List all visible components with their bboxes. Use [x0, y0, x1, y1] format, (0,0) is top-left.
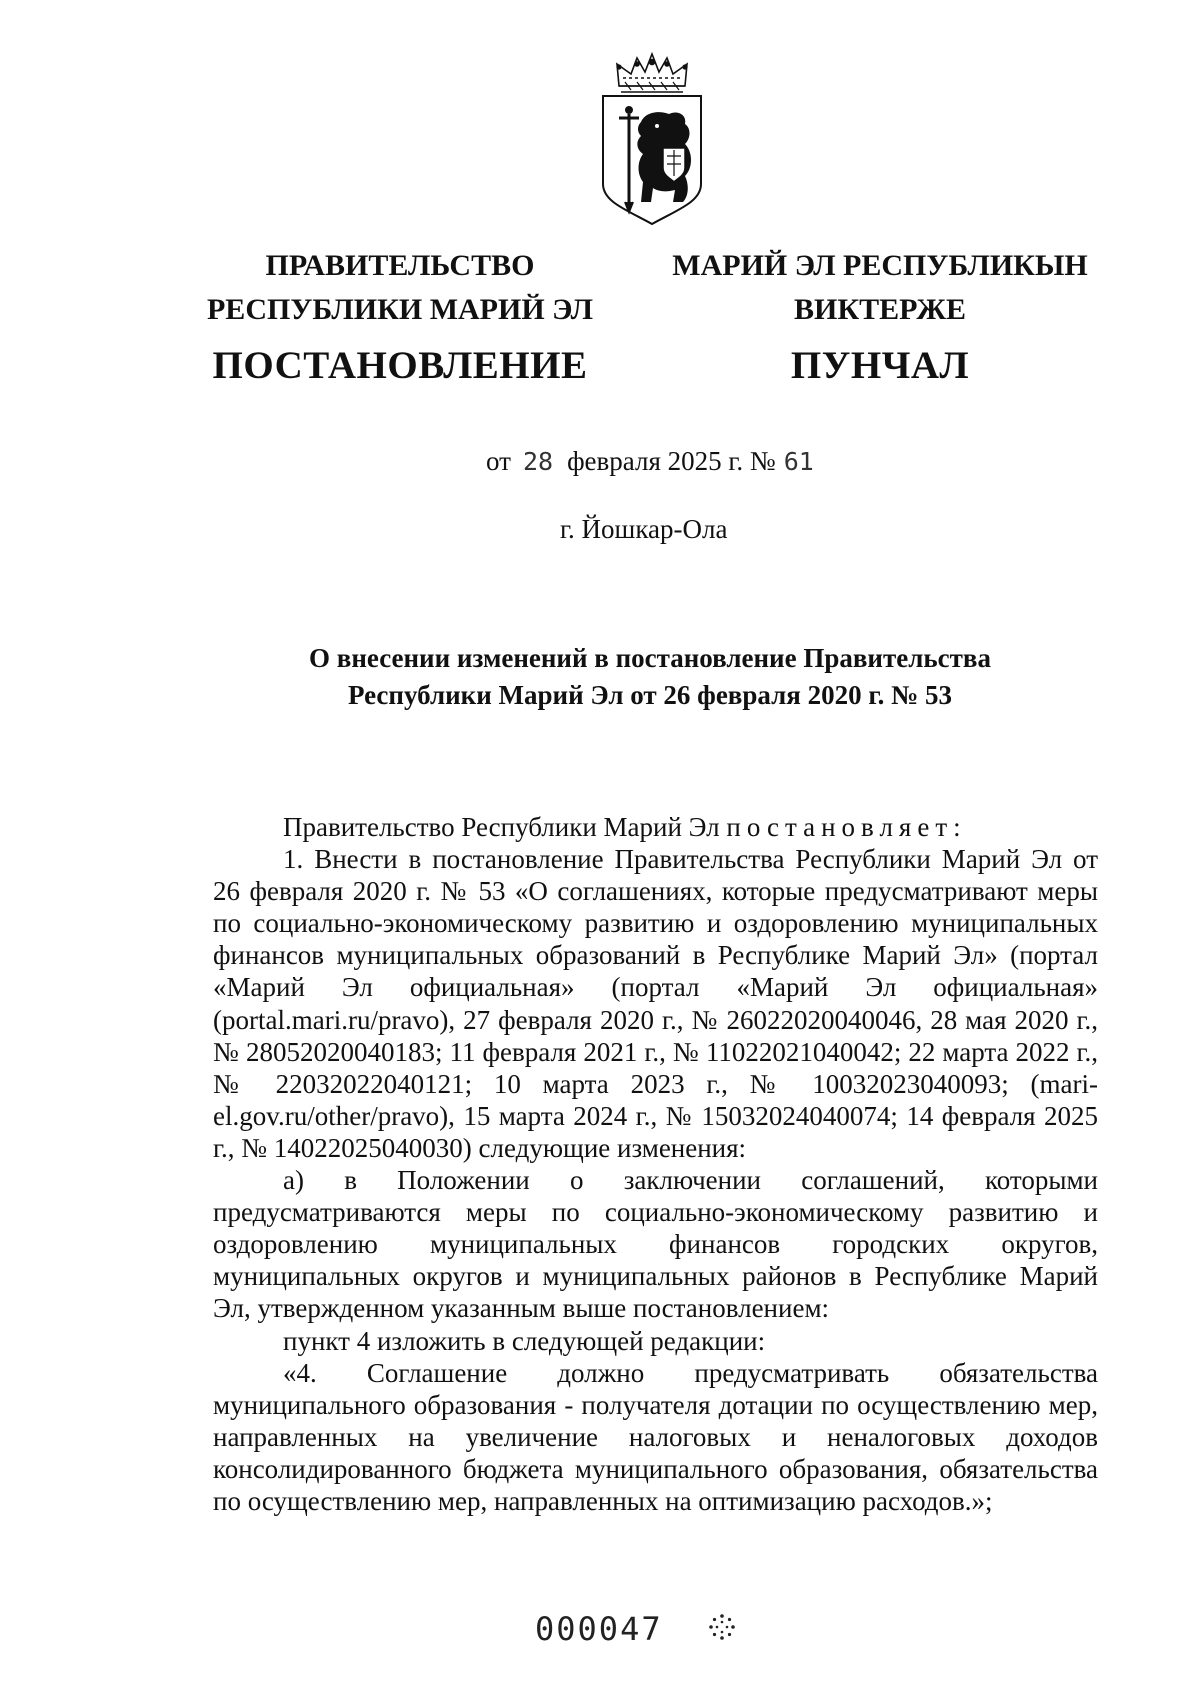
- title-line-1: О внесении изменений в постановление Правительства: [309, 643, 991, 673]
- title-line-2: Республики Марий Эл от 26 февраля 2020 г. № 53: [347, 680, 952, 710]
- paragraph-1: 1. Внести в постановление Правительства Республики Марий Эл от 26 февраля 2020 г. № 53 «О соглашениях, которые предусматривают меры по социально-экономическому развитию и оздоровлению муниципальных финансов муниципальных образований в Республике Марий Эл» (портал «Марий Эл официальная» (портал «Марий Эл официальная» (portal.mari.ru/pravo), 27 февраля 2020 г., № 26022020040046, 28 мая 2020 г., № 28052020040183; 11 февраля 2021 г., № 11022021040042; 22 марта 2022 г., № 22032022040121; 10 марта 2023 г., № 10032023040093; (mari-el.gov.ru/other/pravo), 15 марта 2024 г., № 15032024040074; 14 февраля 2025 г., № 14022025040030) следующие изменения:: [213, 844, 1098, 1163]
- org-name-ru-line2: РЕСПУБЛИКИ МАРИЙ ЭЛ: [206, 293, 593, 326]
- paragraph-3: пункт 4 изложить в следующей редакции:: [283, 1325, 766, 1356]
- intro-paragraph: [213, 811, 1098, 843]
- paragraph-2: а) в Положении о заключении соглашений, которыми предусматриваются меры по социально-экономическому развитию и оздоровлению муниципальных финансов городских округов, муниципальных округов и муниципальных районов в Республике Марий Эл, утвержденном указанным выше постановлением:: [213, 1165, 1098, 1324]
- date-month-year: февраля 2025 г. №: [567, 446, 776, 476]
- org-name-ru-line1: ПРАВИТЕЛЬСТВО: [265, 249, 535, 282]
- date-line: [486, 446, 814, 477]
- document-body: [213, 811, 1098, 1517]
- header-left: [200, 244, 600, 388]
- coat-of-arms-icon: [597, 52, 707, 226]
- intro-verb: постановляет:: [726, 812, 967, 842]
- org-name-mari-line1: МАРИЙ ЭЛ РЕСПУБЛИКЫН: [672, 249, 1088, 282]
- document-title: [200, 640, 1100, 714]
- city-line: г. Йошкар-Ола: [560, 514, 728, 544]
- org-name-mari-line2: ВИКТЕРЖЕ: [793, 293, 967, 326]
- serial-number: 000047: [535, 1610, 663, 1648]
- doc-type-ru: ПОСТАНОВЛЕНИЕ: [212, 344, 588, 387]
- doc-type-mari: ПУНЧАЛ: [790, 344, 970, 387]
- header-right: [660, 244, 1100, 388]
- intro-subject: Правительство Республики Марий Эл: [283, 812, 720, 842]
- date-day: 28: [522, 447, 554, 476]
- date-prefix: от: [486, 446, 511, 476]
- document-number: 61: [783, 447, 814, 476]
- asterisk-mark-icon: [707, 1612, 737, 1642]
- paragraph-4: «4. Соглашение должно предусматривать обязательства муниципального образования - получателя дотации по осуществлению мер, направленных на увеличение налоговых и неналоговых доходов консолидированного бюджета муниципального образования, обязательства по осуществлению мер, направленных на оптимизацию расходов.»;: [213, 1357, 1098, 1516]
